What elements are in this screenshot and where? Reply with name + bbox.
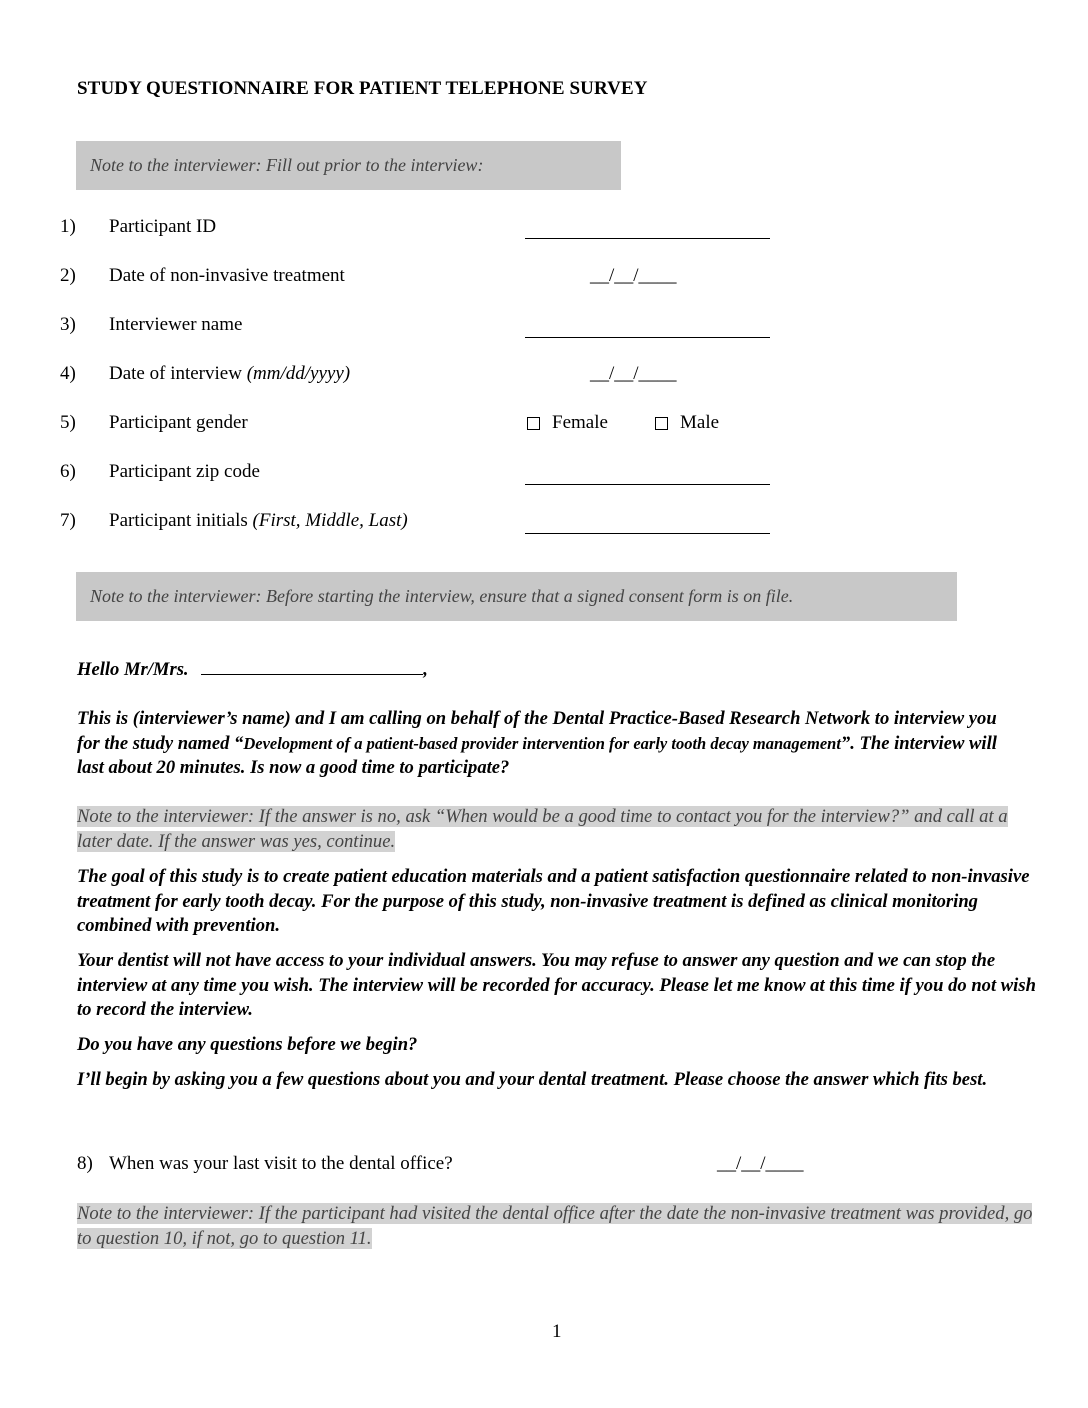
initials-label-text: Participant initials <box>109 510 253 531</box>
interviewer-name-field[interactable] <box>525 337 770 338</box>
document-title: STUDY QUESTIONNAIRE FOR PATIENT TELEPHONE SURVEY <box>77 78 648 99</box>
initials-field[interactable] <box>525 533 770 534</box>
gender-option-male-label: Male <box>680 412 720 433</box>
question-number: 1) <box>60 216 76 237</box>
questions-prompt <box>77 1033 1042 1058</box>
interview-date-label-text: Date of interview <box>109 363 247 384</box>
last-visit-date-field[interactable]: __/__/____ <box>717 1153 804 1174</box>
goal-text: The goal of this study is to create patient education materials and a patient satisfaction questionnaire related to non-invasive treatment for early tooth decay. For the purpose of this study, non-invasive treatment is defined as clinical monitoring combined with prevention. <box>77 866 1030 936</box>
question-number: 7) <box>60 510 76 531</box>
questions-prompt-text: Do you have any questions before we begin? <box>77 1034 418 1055</box>
greeting-prefix: Hello Mr/Mrs. <box>77 659 189 680</box>
interview-date-field[interactable]: __/__/____ <box>590 363 677 384</box>
study-name: Development of a patient-based provider intervention for early tooth decay management <box>243 733 841 753</box>
question-label-initials <box>109 510 408 532</box>
question-number: 5) <box>60 412 76 433</box>
question-number: 6) <box>60 461 76 482</box>
checkbox-icon[interactable] <box>655 417 668 430</box>
initials-format-hint: (First, Middle, Last) <box>252 510 408 531</box>
note-skip-logic-text: Note to the interviewer: If the participant had visited the dental office after the date the non-invasive treatment was provided, go to question 10, if not, go to question 11. <box>77 1203 1033 1249</box>
greeting-suffix: , <box>423 659 428 680</box>
note-answer-no <box>77 805 1037 854</box>
note-answer-no-text: Note to the interviewer: If the answer is no, ask “When would be a good time to contact you for the interview?” and call at a later date. If the answer was yes, continue. <box>77 806 1008 852</box>
zip-code-field[interactable] <box>525 484 770 485</box>
question-label-participant-id: Participant ID <box>109 216 217 237</box>
gender-option-female-label: Female <box>552 412 608 433</box>
intro-paragraph <box>77 707 1017 781</box>
privacy-text: Your dentist will not have access to your individual answers. You may refuse to answer any question and we can stop the interview at any time you wish. The interview will be recorded for accuracy. Please let me know at this time if you do not wish to record the interview. <box>77 950 1036 1020</box>
gender-option-female[interactable] <box>527 412 608 434</box>
intro-text-start: This is (interviewer’s name) and I am calling on behalf of the Dental Practice-Based Research Network to interview you for the study named “ <box>77 708 997 754</box>
participant-id-field[interactable] <box>525 238 770 239</box>
note-consent-form <box>76 572 957 621</box>
greeting <box>77 658 1042 683</box>
gender-option-male[interactable] <box>655 412 719 434</box>
note-skip-logic <box>77 1202 1037 1251</box>
note-fill-out-prior <box>76 141 621 190</box>
question-label-last-visit: When was your last visit to the dental office? <box>109 1153 453 1174</box>
note-consent-form-text: Note to the interviewer: Before starting the interview, ensure that a signed consent form is on file. <box>90 586 794 606</box>
checkbox-icon[interactable] <box>527 417 540 430</box>
begin-paragraph <box>77 1068 1027 1093</box>
greeting-name-blank[interactable] <box>201 660 423 675</box>
intro-text-end: ”. The interview will last about 20 minutes. Is now a good time to participate? <box>77 732 997 778</box>
question-number: 3) <box>60 314 76 335</box>
interview-date-format-hint: (mm/dd/yyyy) <box>246 363 351 384</box>
note-fill-out-prior-text: Note to the interviewer: Fill out prior to the interview: <box>90 155 484 175</box>
question-label-gender: Participant gender <box>109 412 248 433</box>
question-number: 2) <box>60 265 76 286</box>
question-number: 4) <box>60 363 76 384</box>
treatment-date-field[interactable]: __/__/____ <box>590 265 677 286</box>
question-label-interview-date <box>109 363 350 385</box>
page-number: 1 <box>552 1321 562 1342</box>
goal-paragraph <box>77 865 1042 939</box>
question-label-zip-code: Participant zip code <box>109 461 260 482</box>
question-label-treatment-date: Date of non-invasive treatment <box>109 265 345 286</box>
begin-text: I’ll begin by asking you a few questions about you and your dental treatment. Please choose the answer which fits best. <box>77 1069 988 1090</box>
question-label-interviewer-name: Interviewer name <box>109 314 243 335</box>
question-number: 8) <box>77 1153 93 1174</box>
privacy-paragraph <box>77 949 1045 1023</box>
